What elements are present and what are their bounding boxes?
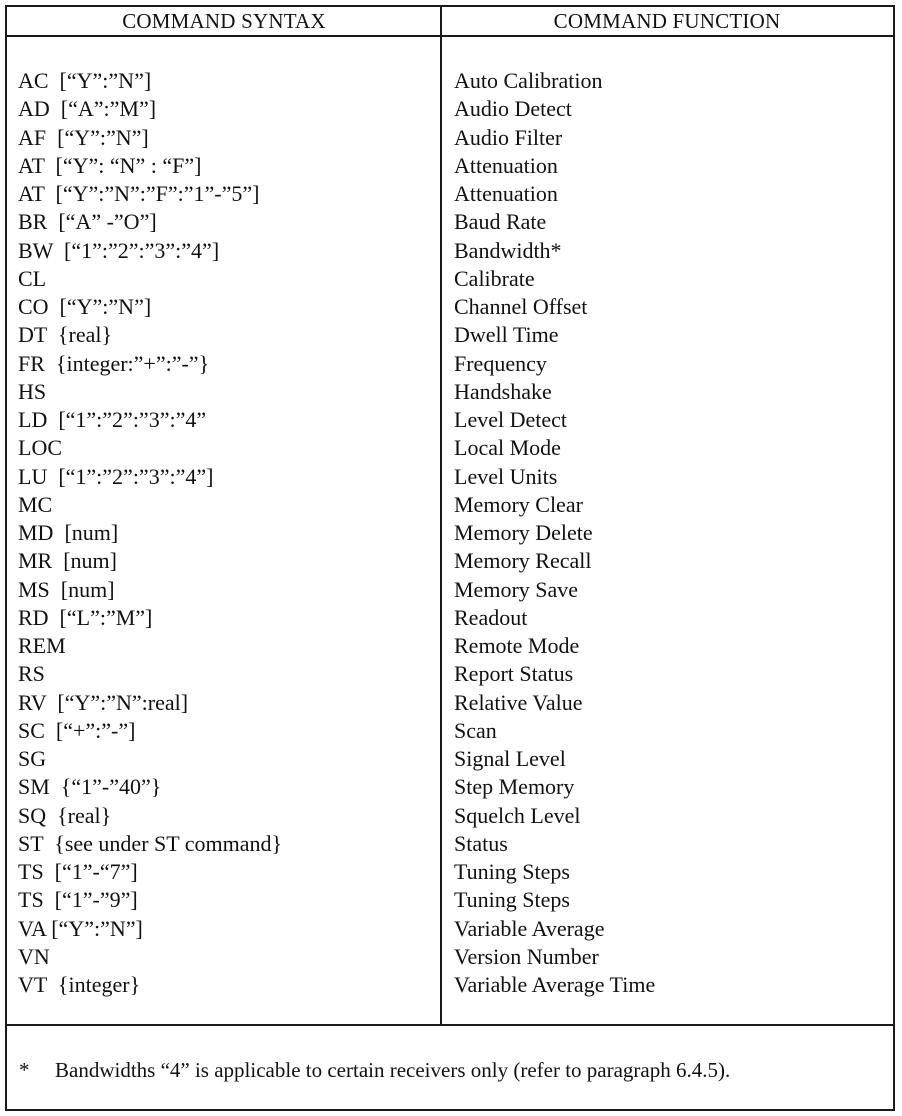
command-syntax-cell: VA [“Y”:”N”]: [18, 915, 143, 941]
header-command-function: COMMAND FUNCTION: [553, 9, 781, 33]
command-function-cell: Tuning Steps: [454, 887, 570, 913]
header-command-syntax: COMMAND SYNTAX: [122, 9, 326, 33]
command-syntax-cell: CO [“Y”:”N”]: [18, 294, 152, 319]
command-function-cell: Calibrate: [454, 265, 535, 291]
command-function-column: [454, 67, 884, 999]
command-function-cell: Memory Clear: [454, 491, 583, 517]
command-syntax-cell: TS [“1”-“7”]: [18, 859, 138, 884]
command-function-cell: Audio Filter: [454, 124, 563, 150]
command-function-cell: Squelch Level: [454, 802, 581, 828]
column-divider: [440, 7, 442, 1025]
command-function-cell: Audio Detect: [454, 96, 572, 122]
command-function-cell: Level Units: [454, 463, 558, 489]
command-function-cell: Status: [454, 830, 508, 856]
command-function-cell: Relative Value: [454, 689, 583, 715]
command-syntax-cell: DT {real}: [18, 322, 113, 348]
command-function-cell: Variable Average: [454, 915, 605, 941]
command-syntax-cell: REM: [18, 633, 66, 658]
command-syntax-cell: CL: [18, 265, 47, 291]
command-function-cell: Report Status: [454, 661, 574, 687]
command-function-cell: Memory Recall: [454, 548, 592, 574]
command-function-cell: Local Mode: [454, 435, 561, 461]
command-syntax-cell: AD [“A”:”M”]: [18, 96, 157, 122]
footnote-mark: *: [19, 1058, 30, 1082]
command-function-cell: Channel Offset: [454, 294, 588, 319]
command-function-cell: Remote Mode: [454, 633, 580, 658]
command-syntax-cell: SC [“+”:”-”]: [18, 717, 136, 743]
command-function-cell: Memory Delete: [454, 520, 593, 545]
command-syntax-cell: MD [num]: [18, 520, 119, 545]
command-syntax-cell: SM {“1”-”40”}: [18, 774, 162, 800]
command-table: [5, 5, 895, 1111]
footer-divider: [7, 1024, 893, 1026]
command-function-cell: Tuning Steps: [454, 859, 570, 884]
command-function-cell: Attenuation: [454, 152, 558, 178]
command-syntax-cell: FR {integer:”+”:”-”}: [18, 350, 210, 376]
command-syntax-cell: LU [“1”:”2”:”3”:”4”]: [18, 463, 214, 489]
command-syntax-cell: SQ {real}: [18, 802, 112, 828]
command-syntax-cell: VT {integer}: [18, 972, 141, 997]
command-syntax-cell: MC: [18, 491, 53, 517]
command-function-cell: Version Number: [454, 943, 599, 969]
command-syntax-cell: AC [“Y”:”N”]: [18, 68, 152, 93]
command-syntax-cell: AF [“Y”:”N”]: [18, 124, 149, 150]
command-syntax-cell: VN: [18, 943, 50, 969]
footnote: [19, 1056, 730, 1084]
command-function-cell: Attenuation: [454, 181, 558, 206]
command-function-cell: Step Memory: [454, 774, 575, 800]
command-syntax-cell: LOC: [18, 435, 62, 461]
command-syntax-column: [18, 67, 428, 999]
command-syntax-cell: SG: [18, 746, 47, 771]
command-syntax-cell: ST {see under ST command}: [18, 830, 283, 856]
command-syntax-cell: RD [“L”:”M”]: [18, 604, 153, 630]
command-function-cell: Dwell Time: [454, 322, 559, 348]
command-syntax-cell: RS: [18, 661, 45, 687]
command-syntax-cell: LD [“1”:”2”:”3”:”4”: [18, 407, 207, 432]
command-function-cell: Readout: [454, 604, 528, 630]
command-syntax-cell: AT [“Y”: “N” : “F”]: [18, 152, 202, 178]
command-syntax-cell: AT [“Y”:”N”:”F”:”1”-”5”]: [18, 181, 260, 206]
command-syntax-cell: MR [num]: [18, 548, 117, 574]
command-function-cell: Frequency: [454, 350, 547, 376]
command-function-cell: Scan: [454, 717, 497, 743]
command-function-cell: Level Detect: [454, 407, 567, 432]
command-syntax-cell: BR [“A” -”O”]: [18, 209, 157, 235]
footnote-text: Bandwidths “4” is applicable to certain receivers only (refer to paragraph 6.4.5).: [55, 1058, 731, 1082]
command-function-cell: Signal Level: [454, 746, 566, 771]
command-function-cell: Auto Calibration: [454, 68, 603, 93]
command-syntax-cell: RV [“Y”:”N”:real]: [18, 689, 189, 715]
command-function-cell: Memory Save: [454, 576, 579, 602]
command-function-cell: Baud Rate: [454, 209, 547, 235]
command-syntax-cell: BW [“1”:”2”:”3”:”4”]: [18, 237, 220, 263]
table-header: [7, 7, 893, 37]
command-function-cell: Handshake: [454, 378, 552, 404]
command-syntax-cell: HS: [18, 378, 47, 404]
command-function-cell: Variable Average Time: [454, 972, 656, 997]
command-syntax-cell: MS [num]: [18, 576, 115, 602]
command-syntax-cell: TS [“1”-”9”]: [18, 887, 138, 913]
command-function-cell: Bandwidth*: [454, 237, 562, 263]
